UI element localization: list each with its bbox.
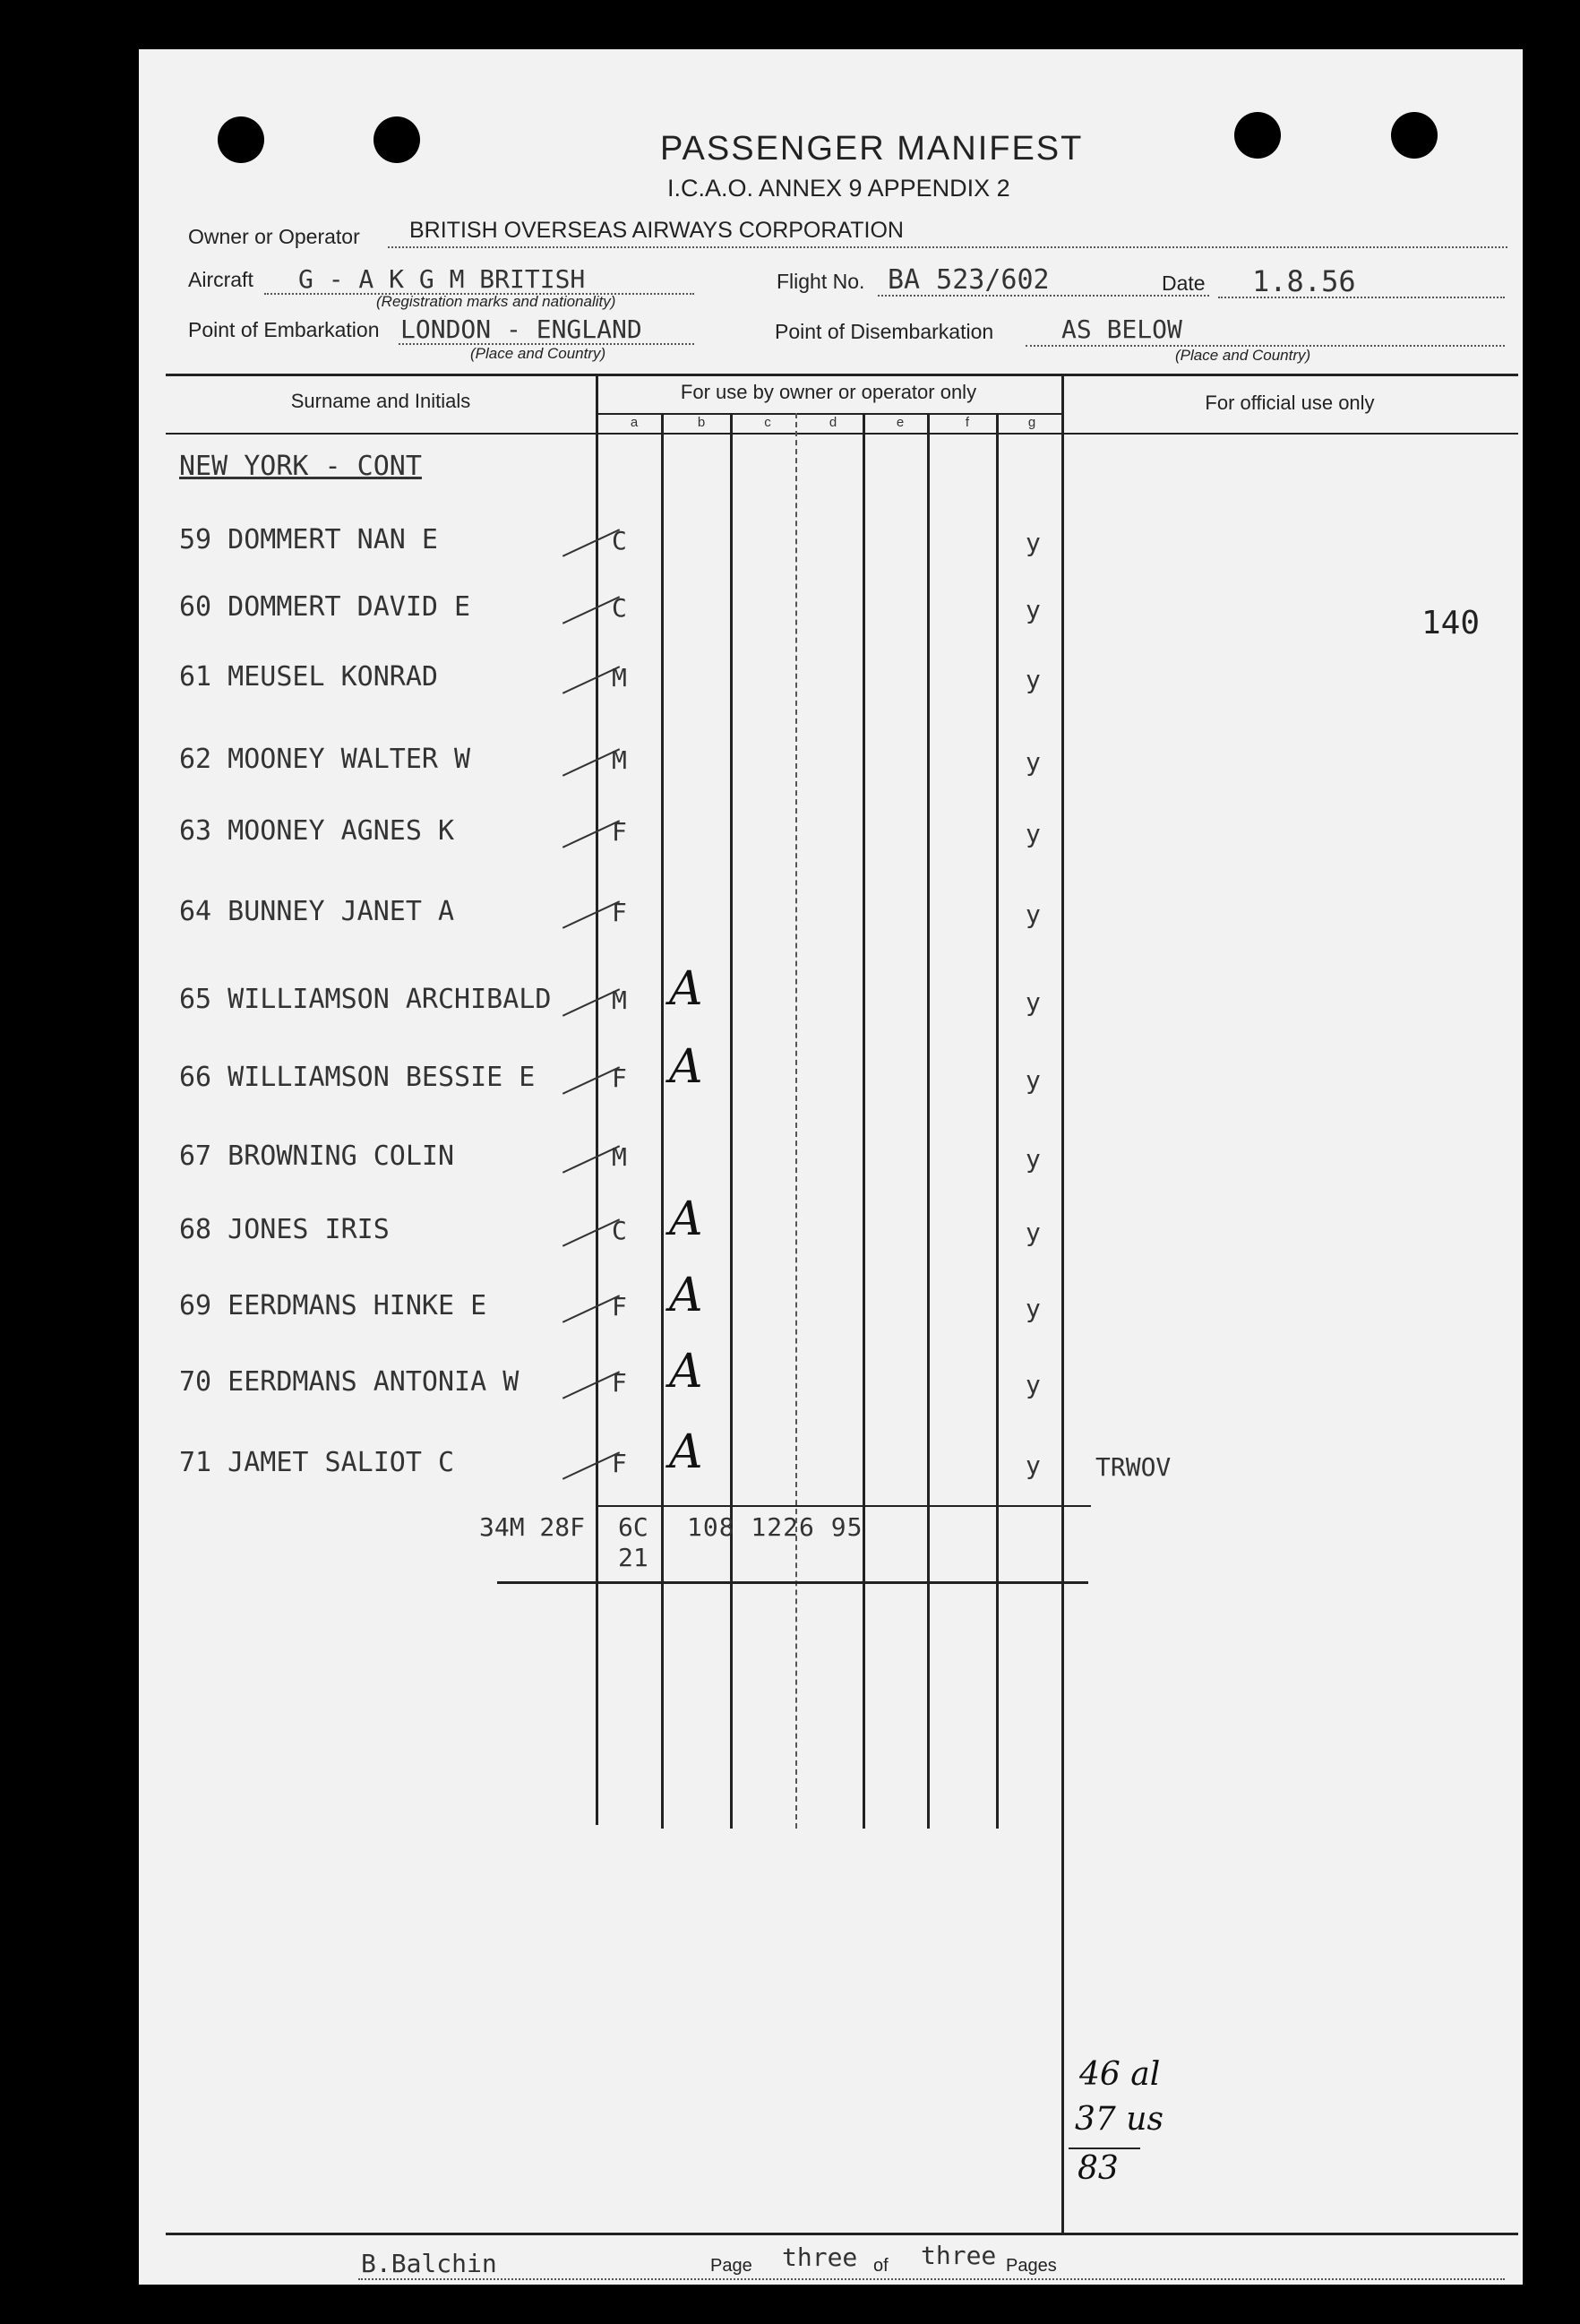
date-label: Date (1162, 271, 1206, 295)
document-subtitle: I.C.A.O. ANNEX 9 APPENDIX 2 (667, 175, 1010, 202)
cell-g: y (1026, 819, 1041, 848)
table-row (139, 1040, 1518, 1097)
disembarkation-value: AS BELOW (1061, 314, 1182, 344)
tally-line-2: 37 us (1075, 2101, 1164, 2138)
disembarkation-label: Point of Disembarkation (775, 320, 994, 343)
cell-b: A (669, 1345, 703, 1399)
aircraft-label: Aircraft (188, 268, 253, 291)
table-row (139, 896, 1518, 932)
subcol-f: f (965, 415, 970, 430)
of-value: three (921, 2241, 997, 2270)
manifest-sheet (139, 49, 1523, 2285)
subcol-g: g (1027, 415, 1036, 430)
page-label: Page (710, 2256, 752, 2276)
cell-g: y (1026, 1218, 1041, 1247)
table-row (139, 1140, 1518, 1176)
passenger-name: 62 MOONEY WALTER W (179, 744, 471, 775)
cell-a: F (612, 817, 627, 847)
cell-b: A (669, 1040, 703, 1094)
flight-label: Flight No. (777, 270, 865, 293)
owner-label: Owner or Operator (188, 225, 360, 248)
cell-a: C (612, 1216, 627, 1245)
cell-a: M (612, 663, 627, 693)
aircraft-note: (Registration marks and nationality) (376, 293, 616, 310)
subcol-d: d (829, 415, 837, 430)
aircraft-value: G - A K G M BRITISH (298, 264, 586, 294)
cell-g: y (1026, 1065, 1041, 1095)
cell-g: y (1026, 987, 1041, 1017)
table-row (139, 744, 1518, 779)
document-title: PASSENGER MANIFEST (660, 130, 1084, 168)
cell-g: y (1026, 899, 1041, 929)
side-number: 140 (1421, 605, 1481, 641)
cell-g: y (1026, 1370, 1041, 1399)
tally-total: 83 (1078, 2150, 1119, 2187)
cell-b: A (669, 1269, 703, 1322)
owner-value: BRITISH OVERSEAS AIRWAYS CORPORATION (409, 218, 904, 243)
totals-other: 108 1226 95 (687, 1512, 863, 1542)
passenger-name: 65 WILLIAMSON ARCHIBALD (179, 984, 552, 1015)
cell-g: y (1026, 1450, 1041, 1480)
cell-a: C (612, 526, 627, 555)
cell-a: F (612, 1449, 627, 1478)
cell-a: F (612, 898, 627, 927)
passenger-name: 64 BUNNEY JANET A (179, 896, 455, 927)
cell-a: M (612, 745, 627, 775)
passenger-name: 68 JONES IRIS (179, 1214, 390, 1245)
punch-hole (218, 116, 264, 163)
column-header-name: Surname and Initials (290, 390, 471, 412)
cell-a: M (612, 1142, 627, 1172)
cell-g: y (1026, 747, 1041, 777)
of-label: of (873, 2256, 889, 2276)
table-row (139, 591, 1518, 627)
totals-a-top: 6C (618, 1512, 648, 1542)
passenger-name: 63 MOONEY AGNES K (179, 815, 455, 847)
flight-value: BA 523/602 (888, 264, 1050, 296)
passenger-name: 67 BROWNING COLIN (179, 1140, 455, 1172)
passenger-name: 59 DOMMERT NAN E (179, 524, 438, 555)
embarkation-label: Point of Embarkation (188, 318, 380, 341)
passenger-name: 71 JAMET SALIOT C (179, 1447, 455, 1478)
table-row (139, 962, 1518, 1020)
disembarkation-note: (Place and Country) (1175, 347, 1311, 364)
table-row (139, 1425, 1518, 1483)
punch-hole (374, 116, 420, 163)
pages-label: Pages (1006, 2256, 1057, 2276)
tally-line-1: 46 al (1079, 2056, 1161, 2093)
punch-hole (1391, 112, 1438, 159)
table-row (139, 661, 1518, 697)
table-row (139, 1345, 1518, 1402)
passenger-name: 66 WILLIAMSON BESSIE E (179, 1062, 536, 1093)
passenger-name: 60 DOMMERT DAVID E (179, 591, 471, 623)
cell-g: y (1026, 1144, 1041, 1174)
page-value: three (782, 2242, 858, 2272)
cell-b: A (669, 962, 703, 1016)
embarkation-value: LONDON - ENGLAND (400, 314, 642, 344)
totals-a-bottom: 21 (618, 1543, 648, 1572)
subcol-c: c (764, 415, 771, 430)
subcol-a: a (630, 415, 639, 430)
passenger-name: 69 EERDMANS HINKE E (179, 1290, 487, 1321)
column-header-official: For official use only (1205, 392, 1375, 414)
passenger-name: 61 MEUSEL KONRAD (179, 661, 438, 693)
subcol-e: e (896, 415, 905, 430)
table-row (139, 1192, 1518, 1250)
totals-gender: 34M 28F (479, 1512, 586, 1542)
cell-b: A (669, 1192, 703, 1246)
table-row (139, 815, 1518, 851)
punch-hole (1234, 112, 1281, 159)
cell-a: C (612, 593, 627, 623)
cell-g: y (1026, 528, 1041, 557)
passenger-name: 70 EERDMANS ANTONIA W (179, 1366, 520, 1398)
subcol-b: b (697, 415, 706, 430)
column-header-owner: For use by owner or operator only (680, 381, 977, 403)
embarkation-note: (Place and Country) (470, 345, 606, 362)
signature: B.Balchin (361, 2249, 497, 2278)
cell-official: TRWOV (1095, 1452, 1172, 1482)
cell-g: y (1026, 1294, 1041, 1323)
cell-g: y (1026, 595, 1041, 624)
cell-a: F (612, 1063, 627, 1093)
cell-g: y (1026, 665, 1041, 694)
table-row (139, 524, 1518, 560)
cell-a: F (612, 1368, 627, 1398)
date-value: 1.8.56 (1252, 264, 1356, 298)
table-row (139, 1269, 1518, 1326)
cell-a: M (612, 986, 627, 1015)
cell-b: A (669, 1425, 703, 1479)
section-heading: NEW YORK - CONT (179, 451, 422, 482)
cell-a: F (612, 1292, 627, 1321)
